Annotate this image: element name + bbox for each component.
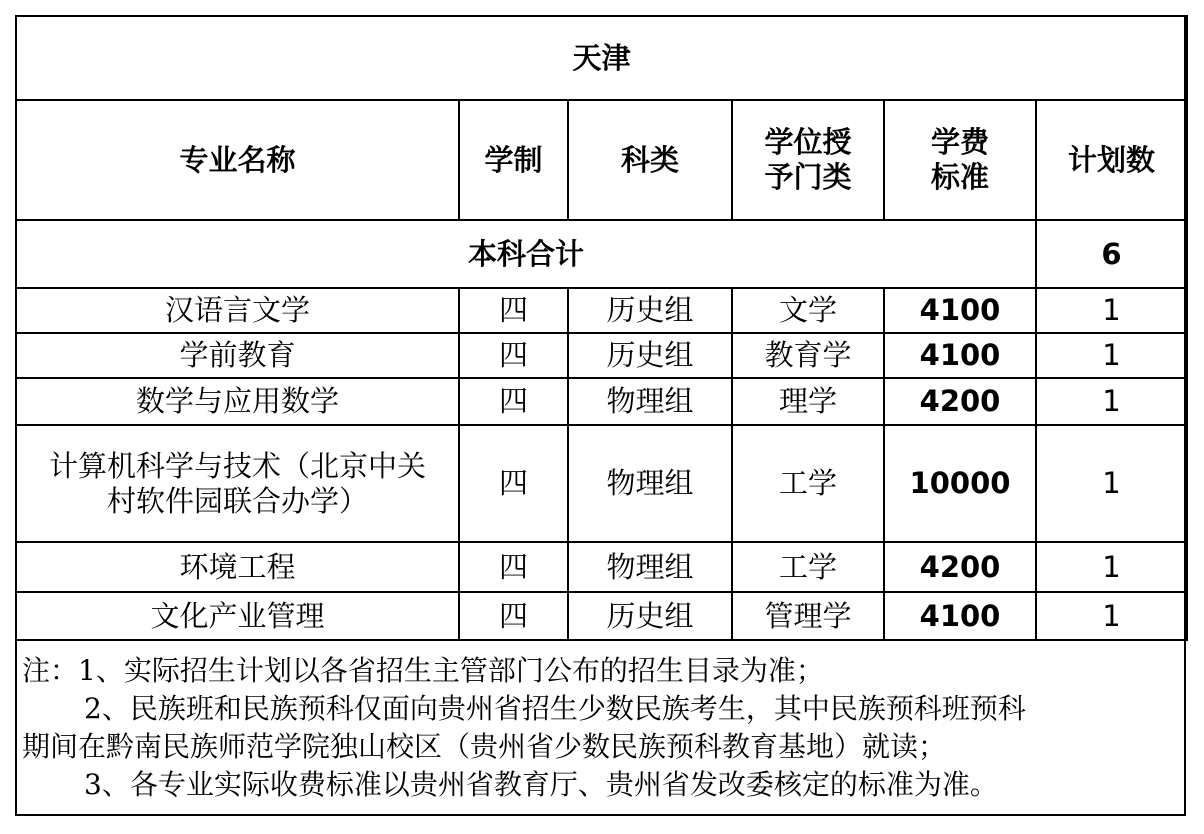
- note-line-4: 3、各专业实际收费标准以贵州省教育厅、贵州省发改委核定的标准为准。: [84, 768, 998, 801]
- header-duration: 学制: [459, 100, 568, 220]
- table-row: [16, 378, 1187, 425]
- cell-degree: 工学: [732, 425, 884, 542]
- cell-major: 文化产业管理: [16, 592, 459, 640]
- cell-duration: 四: [459, 288, 568, 333]
- cell-plan: 1: [1036, 592, 1187, 640]
- cell-duration: 四: [459, 425, 568, 542]
- cell-major: 环境工程: [16, 542, 459, 592]
- title-row: [16, 16, 1187, 100]
- cell-major-line1: 计算机科学与技术（北京中关: [48, 448, 426, 483]
- header-degree: [732, 100, 884, 220]
- header-fee-line1: 学费: [930, 125, 989, 160]
- note-line-3: 期间在黔南民族师范学院独山校区（贵州省少数民族预科教育基地）就读；: [22, 730, 947, 763]
- table-row: [16, 288, 1187, 333]
- cell-category: 物理组: [568, 425, 732, 542]
- total-row: [16, 220, 1187, 288]
- cell-category: 历史组: [568, 592, 732, 640]
- header-fee-line2: 标准: [930, 160, 989, 194]
- table-row: [16, 333, 1187, 378]
- cell-plan: 1: [1036, 333, 1187, 378]
- header-degree-line1: 学位授: [764, 125, 852, 160]
- cell-major: 学前教育: [16, 333, 459, 378]
- table-title: 天津: [16, 16, 1187, 100]
- cell-degree: 教育学: [732, 333, 884, 378]
- cell-major: [16, 425, 459, 542]
- cell-duration: 四: [459, 378, 568, 425]
- cell-plan: 1: [1036, 378, 1187, 425]
- header-fee: [884, 100, 1036, 220]
- table-row: [16, 425, 1187, 542]
- cell-category: 历史组: [568, 333, 732, 378]
- cell-fee: 4100: [884, 333, 1036, 378]
- cell-plan: 1: [1036, 288, 1187, 333]
- cell-category: 物理组: [568, 542, 732, 592]
- header-category: 科类: [568, 100, 732, 220]
- header-plan: 计划数: [1036, 100, 1187, 220]
- cell-fee: 4200: [884, 542, 1036, 592]
- header-row: [16, 100, 1187, 220]
- cell-category: 物理组: [568, 378, 732, 425]
- cell-degree: 文学: [732, 288, 884, 333]
- total-value: 6: [1036, 220, 1187, 288]
- cell-degree: 管理学: [732, 592, 884, 640]
- table-row: [16, 592, 1187, 640]
- cell-fee: 4200: [884, 378, 1036, 425]
- note-line-1: 注：1、实际招生计划以各省招生主管部门公布的招生目录为准；: [22, 654, 824, 687]
- cell-fee: 4100: [884, 592, 1036, 640]
- total-label: 本科合计: [16, 220, 1036, 288]
- cell-major: 汉语言文学: [16, 288, 459, 333]
- cell-duration: 四: [459, 542, 568, 592]
- cell-major-line2: 村软件园联合办学）: [106, 483, 368, 518]
- table-row: [16, 542, 1187, 592]
- cell-category: 历史组: [568, 288, 732, 333]
- enrollment-plan-table: [15, 15, 1188, 641]
- cell-degree: 工学: [732, 542, 884, 592]
- cell-duration: 四: [459, 592, 568, 640]
- note-line-2: 2、民族班和民族预科仅面向贵州省招生少数民族考生，其中民族预科班预科: [84, 692, 1026, 725]
- cell-degree: 理学: [732, 378, 884, 425]
- header-major: 专业名称: [16, 100, 459, 220]
- cell-major: 数学与应用数学: [16, 378, 459, 425]
- cell-plan: 1: [1036, 425, 1187, 542]
- cell-fee: 10000: [884, 425, 1036, 542]
- header-degree-line2: 予门类: [764, 160, 852, 194]
- cell-plan: 1: [1036, 542, 1187, 592]
- cell-duration: 四: [459, 333, 568, 378]
- notes-section: [22, 652, 1182, 804]
- cell-fee: 4100: [884, 288, 1036, 333]
